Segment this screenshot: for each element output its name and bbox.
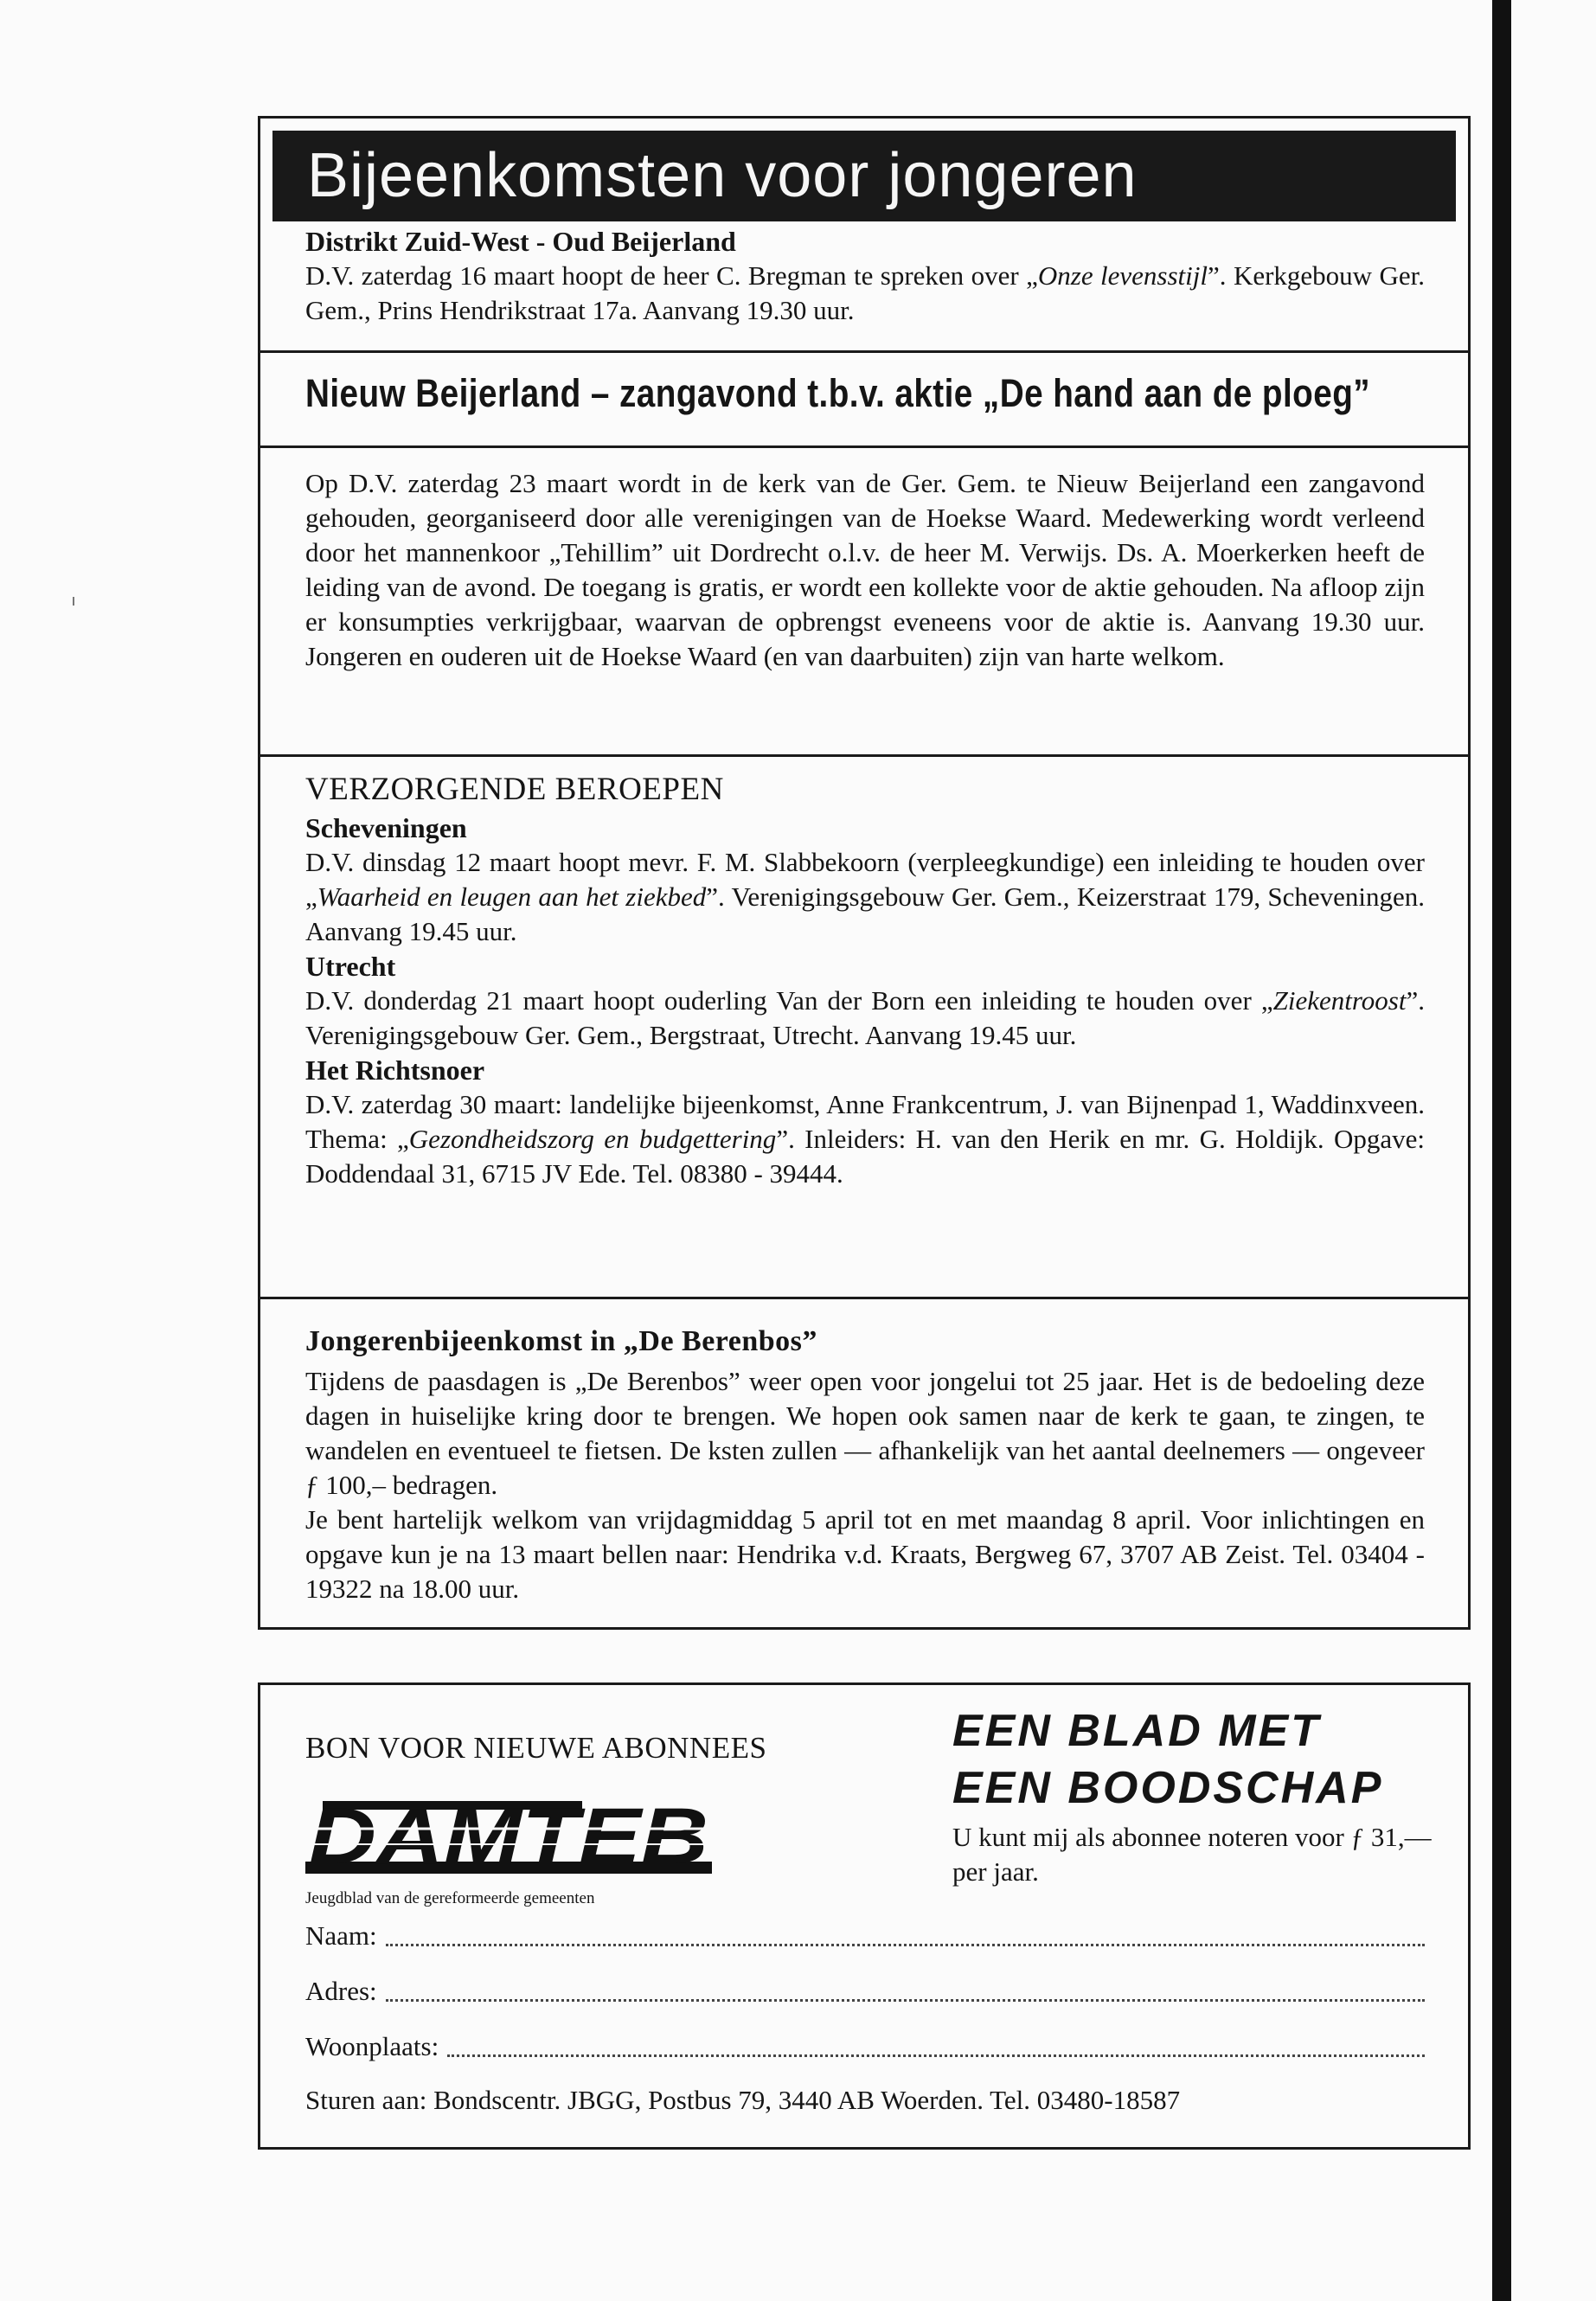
- scan-speck: [73, 597, 74, 606]
- section-oud-beijerland: [260, 224, 1468, 328]
- section-verzorgende-beroepen: [260, 769, 1468, 1191]
- subscription-note: U kunt mij als abonnee noteren voor ƒ 31,— per jaar.: [952, 1822, 1432, 1887]
- nieuw-beijerland-text: Op D.V. zaterdag 23 maart wordt in de kerk van de Ger. Gem. te Nieuw Beijerland een zangavond gehouden, georganiseerd door alle verenigingen van de Hoekse Waard. Medewerking wordt verleend door het mannenkoor „Tehillim” uit Dordrecht o.l.v. de heer M. Verwijs. Ds. A. Moerkerken heeft de leiding van de avond. De toegang is gratis, er wordt een kollekte voor de aktie gehouden. Na afloop zijn er konsumpties verkrijgbaar, waarvan de opbrengst eveneens voor de aktie is. Aanvang 19.30 uur. Jongeren en ouderen uit de Hoekse Waard (en van daarbuiten) zijn van harte welkom.: [305, 468, 1425, 671]
- coupon-left: [305, 1728, 876, 1910]
- divider: [260, 445, 1468, 448]
- berenbos-paragraph-1: Tijdens de paasdagen is „De Berenbos” weer open voor jongelui tot 25 jaar. Het is de bedoeling deze dagen in huiselijke kring door te brengen. We hopen ook samen naar de kerk te gaan, te zingen, te wandelen en eventueel te fietsen. De ksten zullen — afhankelijk van het aantal deelnemers — ongeveer ƒ 100,– bedragen.: [305, 1366, 1425, 1500]
- berenbos-heading: Jongerenbijeenkomst in „De Berenbos”: [305, 1325, 817, 1357]
- field-adres[interactable]: [305, 1974, 1425, 2009]
- divider: [260, 754, 1468, 757]
- title-banner: [272, 131, 1456, 221]
- slogan-line-1: EEN BLAD MET: [952, 1706, 1321, 1756]
- scheveningen-heading: Scheveningen: [305, 812, 467, 843]
- divider: [260, 350, 1468, 353]
- field-naam[interactable]: [305, 1919, 1425, 1953]
- coupon-right: [952, 1702, 1437, 1889]
- field-naam-line[interactable]: [386, 1943, 1425, 1946]
- oud-beijerland-heading: Distrikt Zuid-West - Oud Beijerland: [305, 226, 736, 257]
- richtsnoer-heading: Het Richtsnoer: [305, 1054, 485, 1086]
- slogan-line-2: EEN BOODSCHAP: [952, 1763, 1384, 1813]
- divider: [260, 1297, 1468, 1299]
- nieuw-beijerland-heading: Nieuw Beijerland – zangavond t.b.v. aktie „De hand aan de ploeg”: [305, 371, 1371, 415]
- section-nieuw-beijerland-heading: [260, 368, 1468, 420]
- utrecht-heading: Utrecht: [305, 951, 396, 982]
- field-adres-line[interactable]: [386, 1998, 1425, 2002]
- section-berenbos: [260, 1323, 1468, 1606]
- scan-edge-bar: [1492, 0, 1511, 2301]
- verzorgende-heading: VERZORGENDE BEROEPEN: [305, 772, 724, 807]
- coupon-footer: Sturen aan: Bondscentr. JBGG, Postbus 79, 3440 AB Woerden. Tel. 03480-18587: [305, 2085, 1181, 2115]
- berenbos-paragraph-2: Je bent hartelijk welkom van vrijdagmiddag 5 april tot en met maandag 8 april. Voor inlichtingen en opgave kun je na 13 maart bellen naar: Hendrika v.d. Kraats, Bergweg 67, 3707 AB Zeist. Tel. 03404 - 19322 na 18.00 uur.: [305, 1504, 1425, 1604]
- scheveningen-text: D.V. dinsdag 12 maart hoopt mevr. F. M. Slabbekoorn (verpleegkundige) een inleiding te houden over „Waarheid en leugen aan het ziekbed”. Verenigingsgebouw Ger. Gem., Keizerstraat 179, Scheveningen. Aanvang 19.45 uur.: [305, 847, 1425, 946]
- utrecht-text: D.V. donderdag 21 maart hoopt ouderling Van der Born een inleiding te houden over „Ziekentroost”. Verenigingsgebouw Ger. Gem., Bergstraat, Utrecht. Aanvang 19.45 uur.: [305, 985, 1425, 1050]
- coupon-heading: BON VOOR NIEUWE ABONNEES: [305, 1731, 767, 1765]
- section-nieuw-beijerland: [260, 466, 1468, 674]
- richtsnoer-text: D.V. zaterdag 30 maart: landelijke bijeenkomst, Anne Frankcentrum, J. van Bijnenpad 1, Waddinxveen. Thema: „Gezondheidszorg en budgettering”. Inleiders: H. van den Herik en mr. G. Holdijk. Opgave: Doddendaal 31, 6715 JV Ede. Tel. 08380 - 39444.: [305, 1089, 1425, 1189]
- page-title: Bijeenkomsten voor jongeren: [307, 141, 1138, 210]
- announcements-frame: [258, 116, 1471, 1630]
- field-adres-label: Adres:: [305, 1976, 377, 2006]
- field-naam-label: Naam:: [305, 1920, 377, 1951]
- field-woonplaats[interactable]: [305, 2029, 1425, 2064]
- field-woonplaats-label: Woonplaats:: [305, 2031, 439, 2061]
- logo-graphic: [305, 1794, 712, 1881]
- magazine-logo: [305, 1794, 712, 1881]
- svg-text:DAMTEB: DAMTEB: [309, 1794, 708, 1881]
- logo-subtitle: Jeugdblad van de gereformeerde gemeenten: [305, 1889, 595, 1907]
- field-woonplaats-line[interactable]: [447, 2054, 1425, 2057]
- oud-beijerland-text: D.V. zaterdag 16 maart hoopt de heer C. Bregman te spreken over „Onze levensstijl”. Kerkgebouw Ger. Gem., Prins Hendrikstraat 17a. Aanvang 19.30 uur.: [305, 260, 1425, 325]
- subscription-coupon: [258, 1682, 1471, 2150]
